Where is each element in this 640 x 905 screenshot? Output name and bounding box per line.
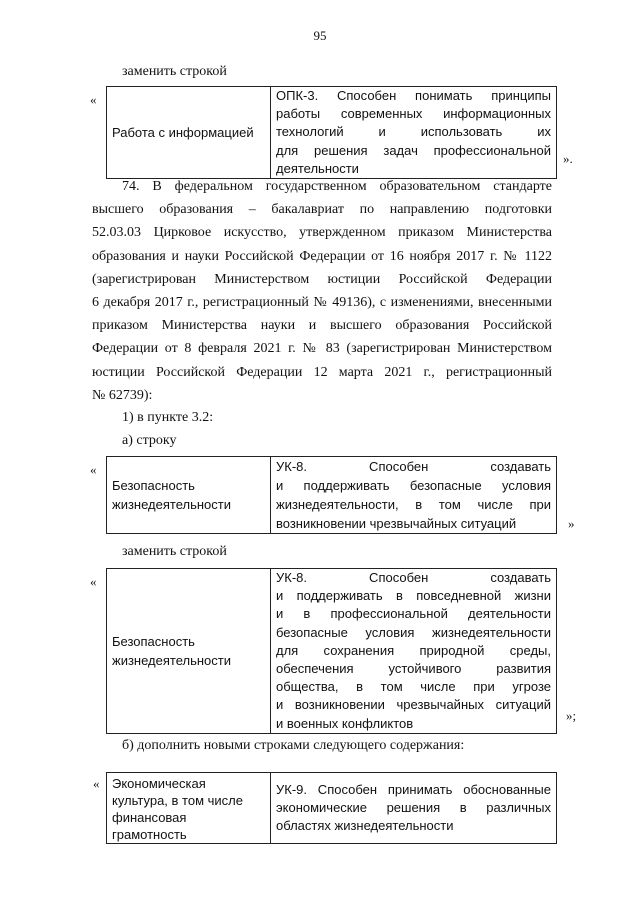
item-b: б) дополнить новыми строками следующего содержания:	[122, 738, 465, 753]
paragraph-74	[92, 175, 552, 407]
table-3-right-line: УК-8. Способен создавать	[276, 570, 551, 585]
table-3-left-line: жизнедеятельности	[112, 652, 231, 668]
table-2	[106, 456, 557, 534]
paragraph-line: образования и науки Российской Федерации от 16 ноября 2017 г. № 1122	[92, 248, 552, 264]
table-4-right-line: областях жизнедеятельности	[276, 818, 454, 834]
table-1-right-line: технологий и использовать их	[276, 124, 551, 140]
paragraph-line: Федерации от 8 февраля 2021 г. № 83 (зарегистрирован Министерством	[92, 341, 552, 357]
table-2-right-line: возникновении чрезвычайных ситуаций	[276, 516, 517, 531]
table-2-left-line: жизнедеятельности	[112, 497, 231, 512]
table-2-right-line: УК-8. Способен создавать	[276, 459, 551, 474]
table-3-left-line: Безопасность	[112, 633, 195, 649]
replace-text-1: заменить строкой	[122, 64, 227, 79]
table-2-right-cell	[271, 457, 557, 534]
table-3-right-line: и поддерживать в повседневной жизни	[276, 588, 551, 604]
table-3-right-cell	[271, 569, 557, 734]
close-quote-3: »;	[566, 708, 577, 723]
table-1-right-cell	[271, 87, 557, 179]
page-number: 95	[313, 28, 327, 43]
open-quote-3: «	[90, 574, 97, 589]
close-quote-2: »	[568, 516, 575, 531]
table-4-left-line: Экономическая	[112, 776, 206, 791]
table-3-right-line: обеспечения устойчивого развития	[276, 660, 551, 676]
table-2-left-cell	[107, 457, 271, 534]
item-a: а) строку	[122, 433, 177, 448]
table-1-right-line: деятельности	[276, 160, 359, 176]
replace-text-2: заменить строкой	[122, 544, 227, 559]
table-1-right-line: ОПК-3. Способен понимать принципы	[276, 88, 551, 103]
paragraph-line: 6 декабря 2017 г., регистрационный № 49136), с изменениями, внесенными	[92, 294, 552, 310]
table-2-right-line: жизнедеятельности, в том числе при	[276, 497, 551, 512]
paragraph-line: № 62739):	[92, 387, 153, 403]
table-3-right-line: безопасные условия жизнедеятельности	[276, 624, 551, 640]
item-1: 1) в пункте 3.2:	[122, 410, 214, 425]
table-1-left-cell: Работа с информацией	[107, 87, 271, 179]
table-4-left-line: культура, в том числе	[112, 793, 243, 808]
table-2-left-line: Безопасность	[112, 478, 195, 493]
table-3-right-line: и возникновении чрезвычайных ситуаций	[276, 697, 551, 713]
table-3-right-line: для сохранения природной среды,	[276, 642, 551, 658]
close-quote-1: ».	[563, 151, 573, 166]
open-quote-2: «	[90, 462, 97, 477]
paragraph-line: (зарегистрирован Министерством юстиции Российской Федерации	[92, 271, 552, 287]
table-3-right-line: общества, в том числе при угрозе	[276, 679, 551, 695]
table-4-right-line: экономические решения в различных	[276, 800, 551, 816]
table-4-left-cell	[107, 773, 271, 844]
table-4-left-line: финансовая	[112, 810, 187, 825]
paragraph-line: приказом Министерства науки и высшего образования Российской	[92, 318, 552, 334]
open-quote-4: «	[93, 776, 100, 791]
paragraph-line: 52.03.03 Цирковое искусство, утвержденном приказом Министерства	[92, 225, 552, 241]
table-2-right-line: и поддерживать безопасные условия	[276, 478, 551, 493]
paragraph-line: высшего образования – бакалавриат по направлению подготовки	[92, 202, 552, 218]
table-3-right-line: и в профессиональной деятельности	[276, 606, 551, 622]
table-4-right-cell	[271, 773, 557, 844]
paragraph-line: юстиции Российской Федерации 12 марта 2021 г., регистрационный	[92, 364, 552, 380]
table-3	[106, 568, 557, 734]
table-4-right-line: УК-9. Способен принимать обоснованные	[276, 782, 551, 797]
table-3-left-cell	[107, 569, 271, 734]
table-4	[106, 772, 557, 844]
table-3-right-line: и военных конфликтов	[276, 715, 414, 731]
table-1-right-line: для решения задач профессиональной	[276, 142, 551, 158]
table-1-right-line: работы современных информационных	[276, 106, 551, 122]
table-1	[106, 86, 557, 179]
open-quote-1: «	[90, 92, 97, 107]
paragraph-line: 74. В федеральном государственном образовательном стандарте	[122, 179, 552, 194]
table-4-left-line: грамотность	[112, 827, 187, 842]
